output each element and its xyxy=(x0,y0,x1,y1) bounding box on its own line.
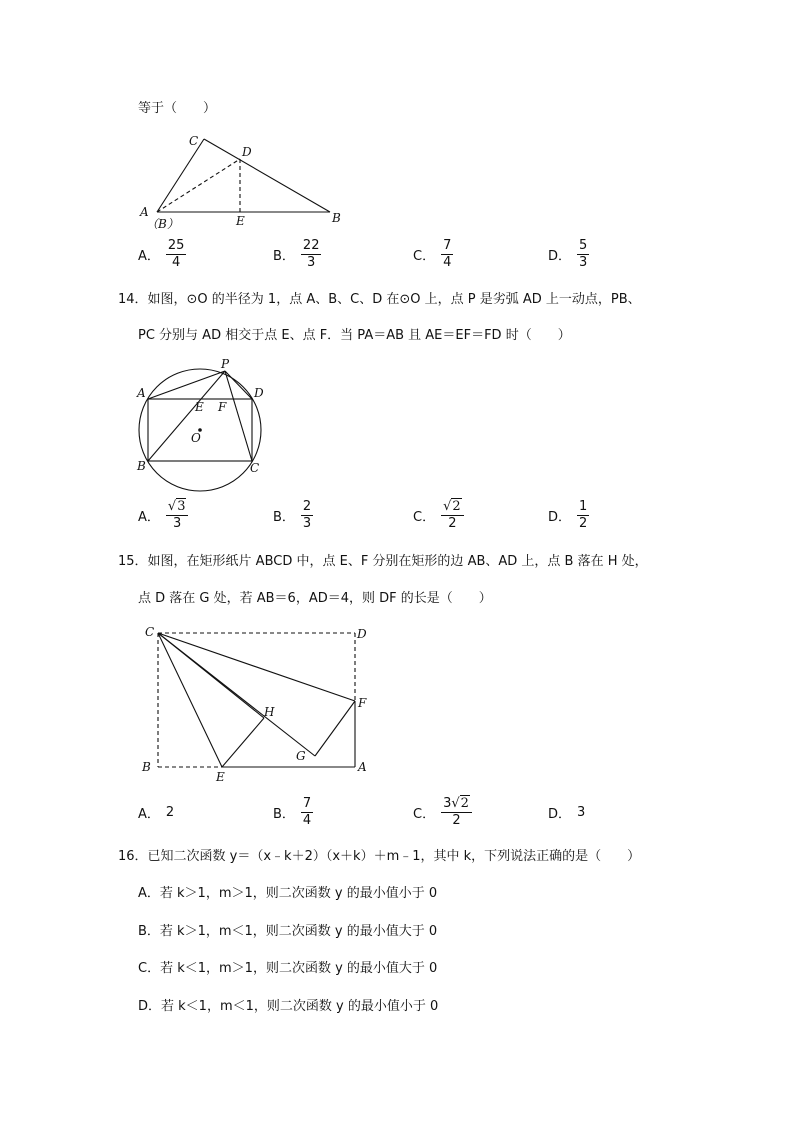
q15-label-b: B xyxy=(142,760,151,774)
q15-stem-line2: 点 D 落在 G 处，若 AB＝6，AD＝4，则 DF 的长是（ ） xyxy=(138,591,492,606)
q13-label-e: E xyxy=(236,214,245,228)
q15-label-f: F xyxy=(358,696,367,710)
q15-label-c: C xyxy=(145,625,155,639)
q14-label-e: E xyxy=(195,400,204,414)
q14-option-a[interactable]: A． $\frac{√3}{3}$ xyxy=(138,499,188,532)
q14-option-c[interactable]: C． $\frac{√2}{2}$ xyxy=(413,499,464,532)
q13-label-d: D xyxy=(242,145,252,159)
q14-label-c: C xyxy=(250,461,260,475)
q16-choice-b[interactable]: B．若 k＞1，m＜1，则二次函数 y 的最小值大于 0 xyxy=(138,924,438,939)
q14-option-d[interactable]: D． $\frac{1}{2}$ xyxy=(548,499,588,531)
q13-stem-tail: 等于（ ） xyxy=(138,101,217,116)
q15-label-a: A xyxy=(358,760,367,774)
q14-stem-line2: PC 分别与 AD 相交于点 E、点 F．当 PA＝AB 且 AE＝EF＝FD 时（ ） xyxy=(138,328,571,343)
q15-label-e: E xyxy=(216,770,225,784)
q14-option-b[interactable]: B． $\frac{2}{3}$ xyxy=(273,499,312,531)
q14-label-b: B xyxy=(137,459,146,473)
q13-option-c[interactable]: C． $\frac{7}{4}$ xyxy=(413,238,452,270)
q15-option-b[interactable]: B． $\frac{7}{4}$ xyxy=(273,796,312,828)
q15-option-d[interactable]: D． 3 xyxy=(548,805,586,822)
q15-option-a[interactable]: A． 2 xyxy=(138,805,175,822)
q13-label-a: A xyxy=(140,205,149,219)
q13-option-d[interactable]: D． $\frac{5}{3}$ xyxy=(548,238,588,270)
q13-option-b[interactable]: B． $\frac{22}{3}$ xyxy=(273,238,320,270)
q15-label-h: H xyxy=(264,705,275,719)
q14-label-f: F xyxy=(218,400,227,414)
q13-label-c: C xyxy=(189,134,199,148)
q15-option-c[interactable]: C． $\frac{3√2}{2}$ xyxy=(413,796,472,829)
q15-label-g: G xyxy=(296,749,306,763)
q16-choice-c[interactable]: C．若 k＜1，m＞1，则二次函数 y 的最小值大于 0 xyxy=(138,961,438,976)
q13-label-b: B xyxy=(332,211,341,225)
q16-stem: 16．已知二次函数 y＝（x﹣k＋2）（x＋k）＋m﹣1，其中 k，下列说法正确的是（ ） xyxy=(118,849,641,864)
q14-label-p: P xyxy=(221,357,230,371)
q14-label-d: D xyxy=(254,386,264,400)
q16-choice-a[interactable]: A．若 k＞1，m＞1，则二次函数 y 的最小值小于 0 xyxy=(138,886,438,901)
q13-label-b-paren: （B） xyxy=(146,217,179,231)
q14-label-a: A xyxy=(137,386,146,400)
q14-stem-line1: 14．如图，⊙O 的半径为 1，点 A、B、C、D 在⊙O 上，点 P 是劣弧 AD 上一动点，PB、 xyxy=(118,292,641,307)
q15-label-d: D xyxy=(357,627,367,641)
q14-label-o: O xyxy=(191,431,201,445)
q15-stem-line1: 15．如图，在矩形纸片 ABCD 中，点 E、F 分别在矩形的边 AB、AD 上，点 B 落在 H 处， xyxy=(118,554,648,569)
q16-choice-d[interactable]: D．若 k＜1，m＜1，则二次函数 y 的最小值小于 0 xyxy=(138,999,439,1014)
q13-option-a[interactable]: A． $\frac{25}{4}$ xyxy=(138,238,185,270)
